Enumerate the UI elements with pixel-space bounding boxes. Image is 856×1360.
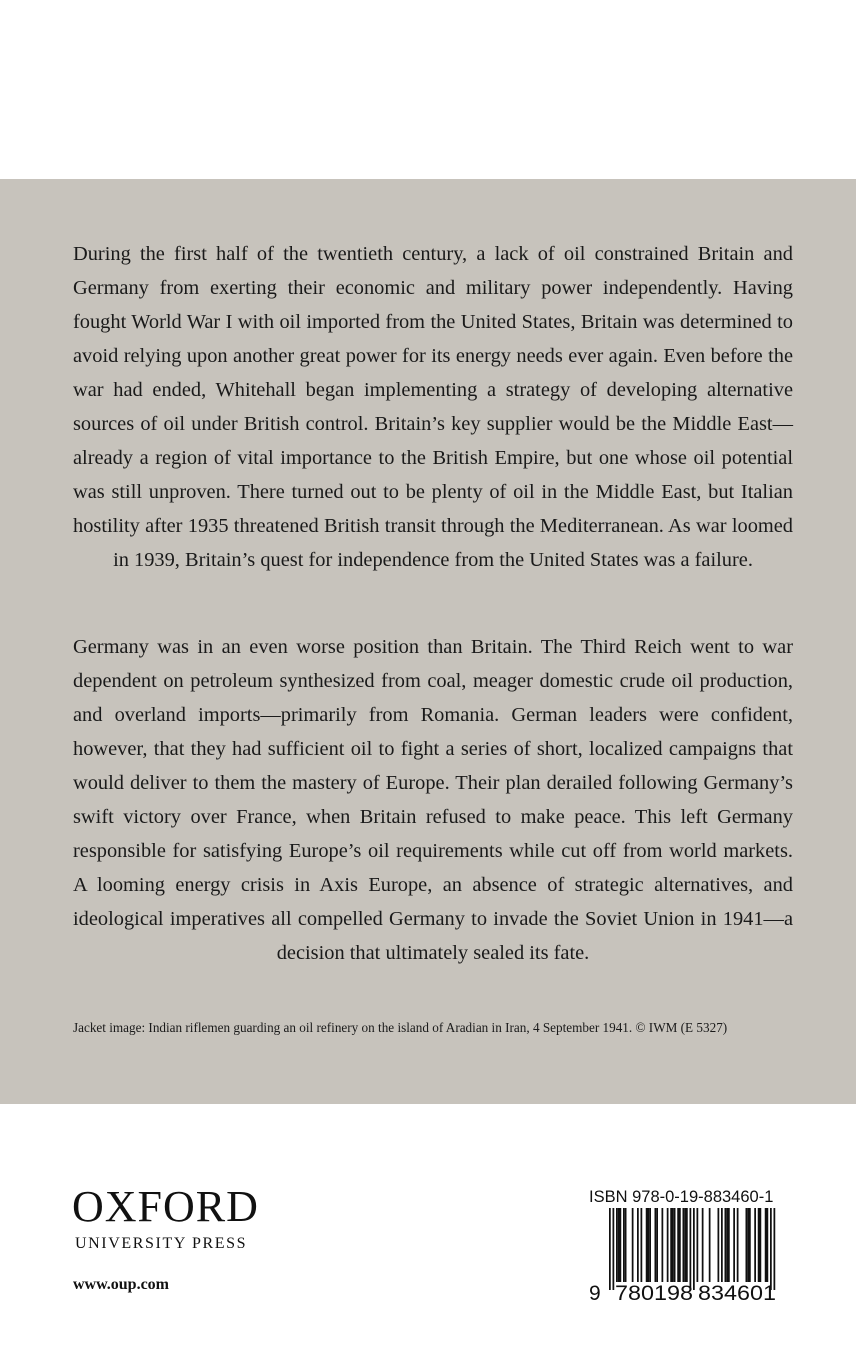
barcode-bar (609, 1208, 611, 1290)
barcode-bar (718, 1208, 720, 1282)
barcode-bar (693, 1208, 695, 1290)
barcode-bar (655, 1208, 657, 1282)
barcode-bar (728, 1208, 730, 1282)
blurb-paragraph-2: Germany was in an even worse position than Britain. The Third Reich went to war dependent on petroleum synthesized from coal, meager domestic crude oil production, and overland imports—primarily from Romania. German leaders were confident, however, that they had sufficient oil to fight a series of short, localized campaigns that would deliver to them the mastery of Europe. Their plan derailed following Germany’s swift victory over France, when Britain refused to make peace. This left Germany responsible for satisfying Europe’s oil requirements while cut off from world markets. A looming energy crisis in Axis Europe, an absence of strategic alternatives, and ideological imperatives all compelled Germany to invade the Soviet Union in 1941—a decision that ultimately sealed its fate. (73, 636, 793, 964)
top-blank-area (0, 0, 856, 179)
barcode-bar (616, 1208, 618, 1282)
barcode-bar (760, 1208, 762, 1282)
barcode-bar (726, 1208, 728, 1282)
barcode-bar (765, 1208, 767, 1282)
isbn-barcode (588, 1208, 784, 1303)
barcode-bar (637, 1208, 639, 1282)
barcode-bar (747, 1208, 749, 1282)
barcode-bar (672, 1208, 674, 1282)
barcode-bar (648, 1208, 650, 1282)
barcode-bar (749, 1208, 751, 1282)
barcode-bar (613, 1208, 615, 1290)
publisher-logo-name: OXFORD (72, 1182, 259, 1231)
barcode-bar (774, 1208, 776, 1290)
barcode-digits-left: 780198 (615, 1282, 693, 1303)
barcode-bar (709, 1208, 711, 1282)
barcode-bar (641, 1208, 643, 1282)
barcode-bar (677, 1208, 679, 1282)
barcode-bar (674, 1208, 676, 1282)
barcode-bar (686, 1208, 688, 1282)
blurb-paragraph-1: During the first half of the twentieth century, a lack of oil constrained Britain and Germany from exerting their economic and military power independently. Having fought World War I with oil imported from the United States, Britain was determined to avoid relying upon another great power for its energy needs ever again. Even before the war had ended, Whitehall began implementing a strategy of developing alternative sources of oil under British control. Britain’s key supplier would be the Middle East—already a region of vital importance to the British Empire, but one whose oil potential was still unproven. There turned out to be plenty of oil in the Middle East, but Italian hostility after 1935 threatened British transit through the Mediterranean. As war loomed in 1939, Britain’s quest for independence from the United States was a failure. (73, 243, 793, 571)
barcode-bar (667, 1208, 669, 1282)
barcode-bar (733, 1208, 735, 1282)
barcode-bar (662, 1208, 664, 1282)
barcode-bar (767, 1208, 769, 1282)
barcode-bar (649, 1208, 651, 1282)
barcode-bar (746, 1208, 748, 1282)
barcode-bar (770, 1208, 772, 1290)
barcode-bar (620, 1208, 622, 1282)
jacket-image-caption: Jacket image: Indian riflemen guarding an oil refinery on the island of Aradian in Iran, 4 September 1941. © IWM (E 5327) (73, 1020, 728, 1035)
barcode-bar (690, 1208, 692, 1290)
barcode-bar (697, 1208, 699, 1282)
barcode-bar (632, 1208, 634, 1282)
barcode-bar (625, 1208, 627, 1282)
barcode-bar (623, 1208, 625, 1282)
barcode-bar (725, 1208, 727, 1282)
publisher-logo-subtitle: UNIVERSITY PRESS (75, 1235, 248, 1252)
barcode-bar (679, 1208, 681, 1282)
publisher-website[interactable]: www.oup.com (73, 1276, 170, 1293)
barcode-bar (737, 1208, 739, 1282)
barcode-bar (670, 1208, 672, 1282)
barcode-bar (721, 1208, 723, 1282)
barcode-bar (684, 1208, 686, 1282)
isbn-label: ISBN 978-0-19-883460-1 (589, 1188, 774, 1206)
barcode-bar (702, 1208, 704, 1282)
barcode-digits-right: 834601 (698, 1282, 776, 1303)
barcode-bar (656, 1208, 658, 1282)
barcode-bar (618, 1208, 620, 1282)
barcode-bar (683, 1208, 685, 1282)
barcode-bar (646, 1208, 648, 1282)
barcode-digit-first: 9 (589, 1282, 601, 1303)
barcode-bar (754, 1208, 756, 1282)
barcode-bar (758, 1208, 760, 1282)
